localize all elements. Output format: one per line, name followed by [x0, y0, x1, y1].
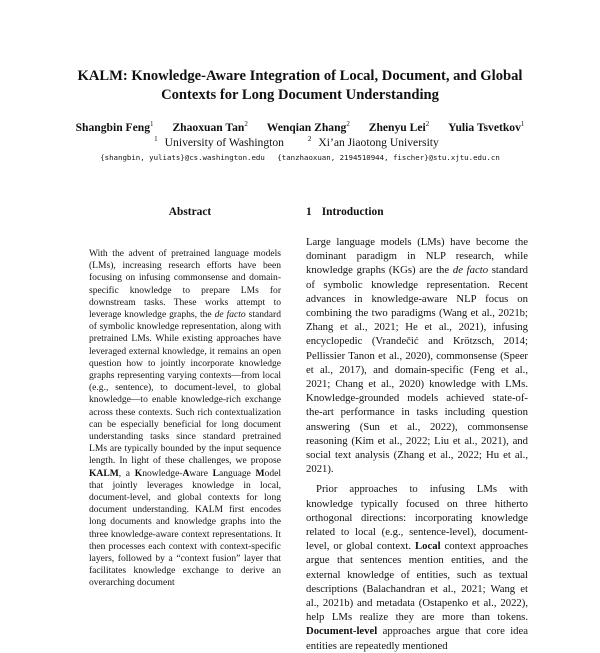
intro-text: Prior approaches to infusing LMs with knowledge typically focused on three hitherto orthogonal directions: incorporating knowledge related to local (e.g., sentence-level), document-level, or global context.	[306, 483, 528, 553]
author-name: Zhaoxuan Tan	[172, 121, 245, 134]
acronym-letter: L	[212, 467, 220, 479]
intro-text: Large language models (LMs) have become the dominant paradigm in NLP research, while knowledge graphs (KGs) are the	[306, 236, 528, 277]
introduction-heading	[306, 205, 384, 219]
section-number: 1	[306, 206, 312, 218]
affiliation-name: Xi’an Jiaotong University	[318, 136, 439, 149]
author-emails	[20, 153, 580, 163]
author	[448, 121, 524, 134]
abstract-text: nowledge-	[142, 467, 183, 479]
model-name: KALM	[89, 467, 119, 479]
abstract-text: , a	[118, 467, 135, 479]
acronym-letter: M	[255, 467, 265, 479]
author-list	[30, 121, 570, 135]
abstract-text: anguage	[219, 467, 256, 479]
abstract-heading: Abstract	[168, 206, 212, 218]
section-title: Introduction	[321, 206, 384, 218]
affiliation	[308, 136, 446, 149]
author	[369, 121, 430, 134]
affil-mark: 1	[150, 120, 154, 129]
author	[172, 121, 247, 134]
acronym-letter: K	[134, 467, 143, 479]
abstract-text: odel that jointly leverages knowledge in local, document-level, and global contexts for long document understanding. KALM first encodes long documents and knowledge graphs into the three knowledge-aware context representations. It then processes each context with context-specific layers, followed by a “context fusion” layer that facilitates knowledge exchange to derive an overarching document	[89, 467, 281, 589]
affiliations	[30, 136, 570, 150]
introduction-body	[306, 235, 528, 653]
intro-paragraph-2	[306, 482, 528, 652]
abstract-text: With the advent of pretrained language models (LMs), increasing research efforts have been focusing on infusing commonsense and domain-specific knowledge to prepare LMs for downstream tasks. These works attempt to leverage knowledge graphs, the	[89, 248, 281, 321]
intro-bold-term: Local	[415, 540, 441, 553]
acronym-letter: A	[182, 467, 190, 479]
email: {tanzhaoxuan, 2194510944, fischer}@stu.xjtu.edu.cn	[277, 153, 500, 162]
affil-mark: 2	[425, 120, 430, 129]
abstract-emphasis: de facto	[214, 309, 246, 321]
title-line-2: Contexts for Long Document Understanding	[161, 87, 439, 103]
affil-mark: 2	[346, 120, 350, 129]
author-name: Yulia Tsvetkov	[448, 121, 521, 134]
author-name: Wenqian Zhang	[266, 121, 347, 134]
affil-mark: 1	[154, 135, 158, 144]
affiliation	[154, 136, 291, 149]
intro-emphasis: de facto	[452, 264, 489, 277]
abstract-text: standard of symbolic knowledge representation, along with pretrained LMs. While existing approaches have leveraged external knowledge, it remains an open question how to jointly incorporate knowledge graphs representing varying contexts—from local (e.g., sentence), to document-level, to global knowledge—to enable knowledge-rich exchange across these contexts. Such rich contextualization can be especially beneficial for long document understanding tasks since standard pretrained LMs are typically bounded by the input sequence length. In light of these challenges, we propose	[89, 309, 281, 467]
author	[76, 121, 154, 134]
intro-text: context approaches argue that sentences mention entities, and the external knowledge of entities, such as textual descriptions (Balachandran et al., 2021; Wang et al., 2021b) and metadata (Ostapenko et al., 2022), help LMs realize they are more than tokens.	[306, 540, 529, 624]
author-name: Zhenyu Lei	[368, 121, 426, 134]
intro-text: approaches argue that core idea entities are repeatedly mentioned	[306, 625, 528, 652]
paper-title	[40, 67, 560, 105]
email: {shangbin, yuliats}@cs.washington.edu	[100, 153, 265, 162]
intro-bold-term: Document-level	[306, 625, 378, 638]
author	[267, 121, 350, 134]
affil-mark: 2	[244, 120, 248, 129]
affiliation-name: University of Washington	[164, 136, 284, 149]
intro-text: standard of symbolic knowledge representation. Recent advances in knowledge-aware NLP focus on combining the two paradigms (Wang et al., 2021b; Zhang et al., 2021; He et al., 2021), infusing encyclopedic (Vrandečić and Krötzsch, 2014; Pellissier Tanon et al., 2020), commonsense (Speer et al., 2017), and domain-specific (Feng et al., 2021; Chang et al., 2020) knowledge with LMs. Knowledge-grounded models achieved state-of-the-art performance in tasks including question answering (Sun et al., 2022), commonsense reasoning (Kim et al., 2022; Liu et al., 2021), and social text analysis (Zhang et al., 2022; Hu et al., 2021).	[306, 264, 528, 476]
abstract-text: ware	[189, 467, 213, 479]
intro-paragraph-1	[306, 235, 528, 476]
abstract-body	[89, 248, 281, 590]
affil-mark: 2	[307, 135, 312, 144]
affil-mark: 1	[520, 120, 525, 129]
author-name: Shangbin Feng	[75, 121, 151, 134]
title-line-1: KALM: Knowledge-Aware Integration of Local, Document, and Global	[77, 68, 523, 84]
